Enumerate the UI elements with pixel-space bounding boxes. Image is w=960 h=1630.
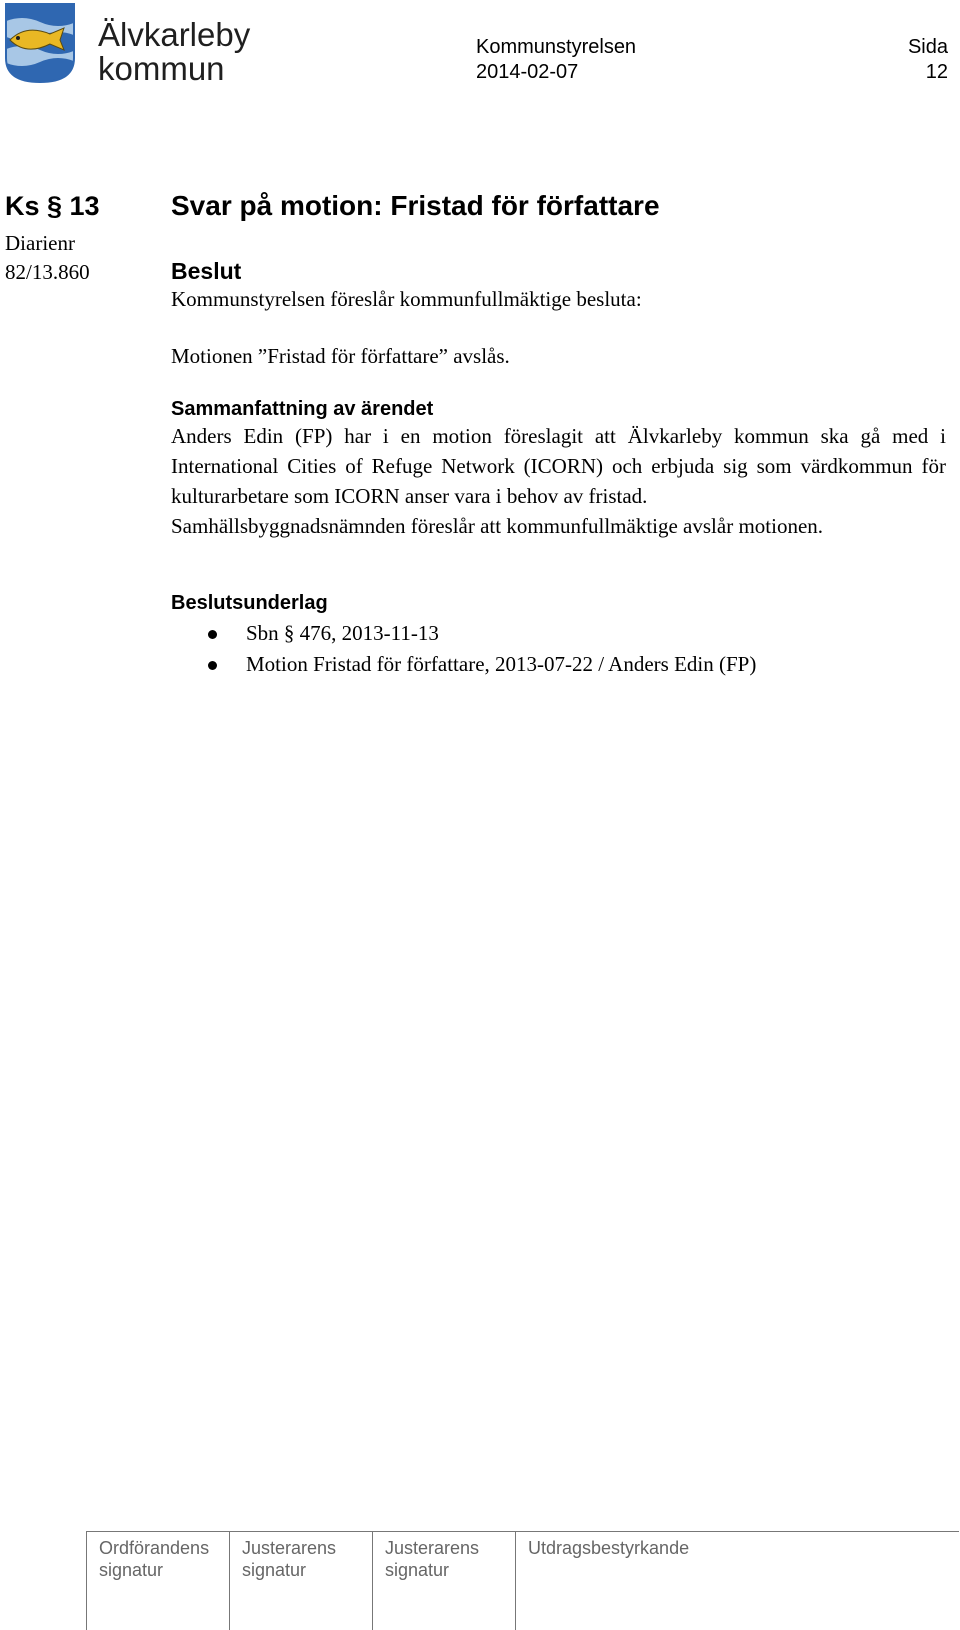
- signature-cell-chair: [86, 1532, 230, 1630]
- list-item: [206, 649, 756, 680]
- signature-sublabel: signatur: [385, 1560, 450, 1580]
- decision-intro: Kommunstyrelsen föreslår kommunfullmäktige besluta:: [171, 287, 642, 311]
- page-title: Svar på motion: Fristad för författare: [171, 190, 660, 221]
- diary-label: Diarienr: [5, 231, 75, 255]
- decision-heading: Beslut: [171, 258, 242, 284]
- header-page-number: 12: [925, 61, 948, 83]
- header-date: 2014-02-07: [476, 61, 579, 83]
- signature-sublabel: signatur: [99, 1560, 164, 1580]
- bullet-icon: [208, 630, 217, 639]
- summary-body: [171, 421, 946, 541]
- logo-line-2: kommun: [98, 50, 225, 87]
- signature-table: [86, 1531, 959, 1630]
- signature-cell-adjuster-1: [229, 1532, 373, 1630]
- header-page-label: Sida: [907, 36, 948, 58]
- municipality-logo-text: [98, 18, 250, 86]
- signature-sublabel: signatur: [242, 1560, 307, 1580]
- signature-cell-adjuster-2: [372, 1532, 516, 1630]
- municipality-coat-of-arms-icon: [4, 2, 76, 84]
- signature-label: Justerarens: [385, 1538, 480, 1558]
- decision-text: Motionen ”Fristad för författare” avslås.: [171, 344, 510, 368]
- diary-number: 82/13.860: [5, 260, 90, 284]
- summary-heading: Sammanfattning av ärendet: [171, 398, 434, 420]
- list-item: [206, 618, 756, 649]
- bullet-icon: [208, 661, 217, 670]
- signature-label: Ordförandens: [99, 1538, 210, 1558]
- list-item-text: Sbn § 476, 2013-11-13: [246, 621, 439, 645]
- case-id: Ks § 13: [5, 191, 100, 221]
- logo-line-1: Älvkarleby: [98, 16, 251, 53]
- basis-list: [206, 618, 756, 680]
- summary-paragraph: Anders Edin (FP) har i en motion föreslagit att Älvkarleby kommun ska gå med i International Cities of Refuge Network (ICORN) och erbjuda sig som värdkommun för kulturarbetare som ICORN anser vara i behov av fristad.: [171, 424, 946, 508]
- signature-label: Justerarens: [242, 1538, 337, 1558]
- signature-label: Utdragsbestyrkande: [528, 1538, 690, 1558]
- signature-cell-extract-certifier: [515, 1532, 958, 1630]
- list-item-text: Motion Fristad för författare, 2013-07-22 / Anders Edin (FP): [246, 652, 757, 676]
- summary-paragraph: Samhällsbyggnadsnämnden föreslår att kommunfullmäktige avslår motionen.: [171, 514, 824, 538]
- header-department: Kommunstyrelsen: [476, 36, 637, 58]
- basis-heading: Beslutsunderlag: [171, 592, 328, 614]
